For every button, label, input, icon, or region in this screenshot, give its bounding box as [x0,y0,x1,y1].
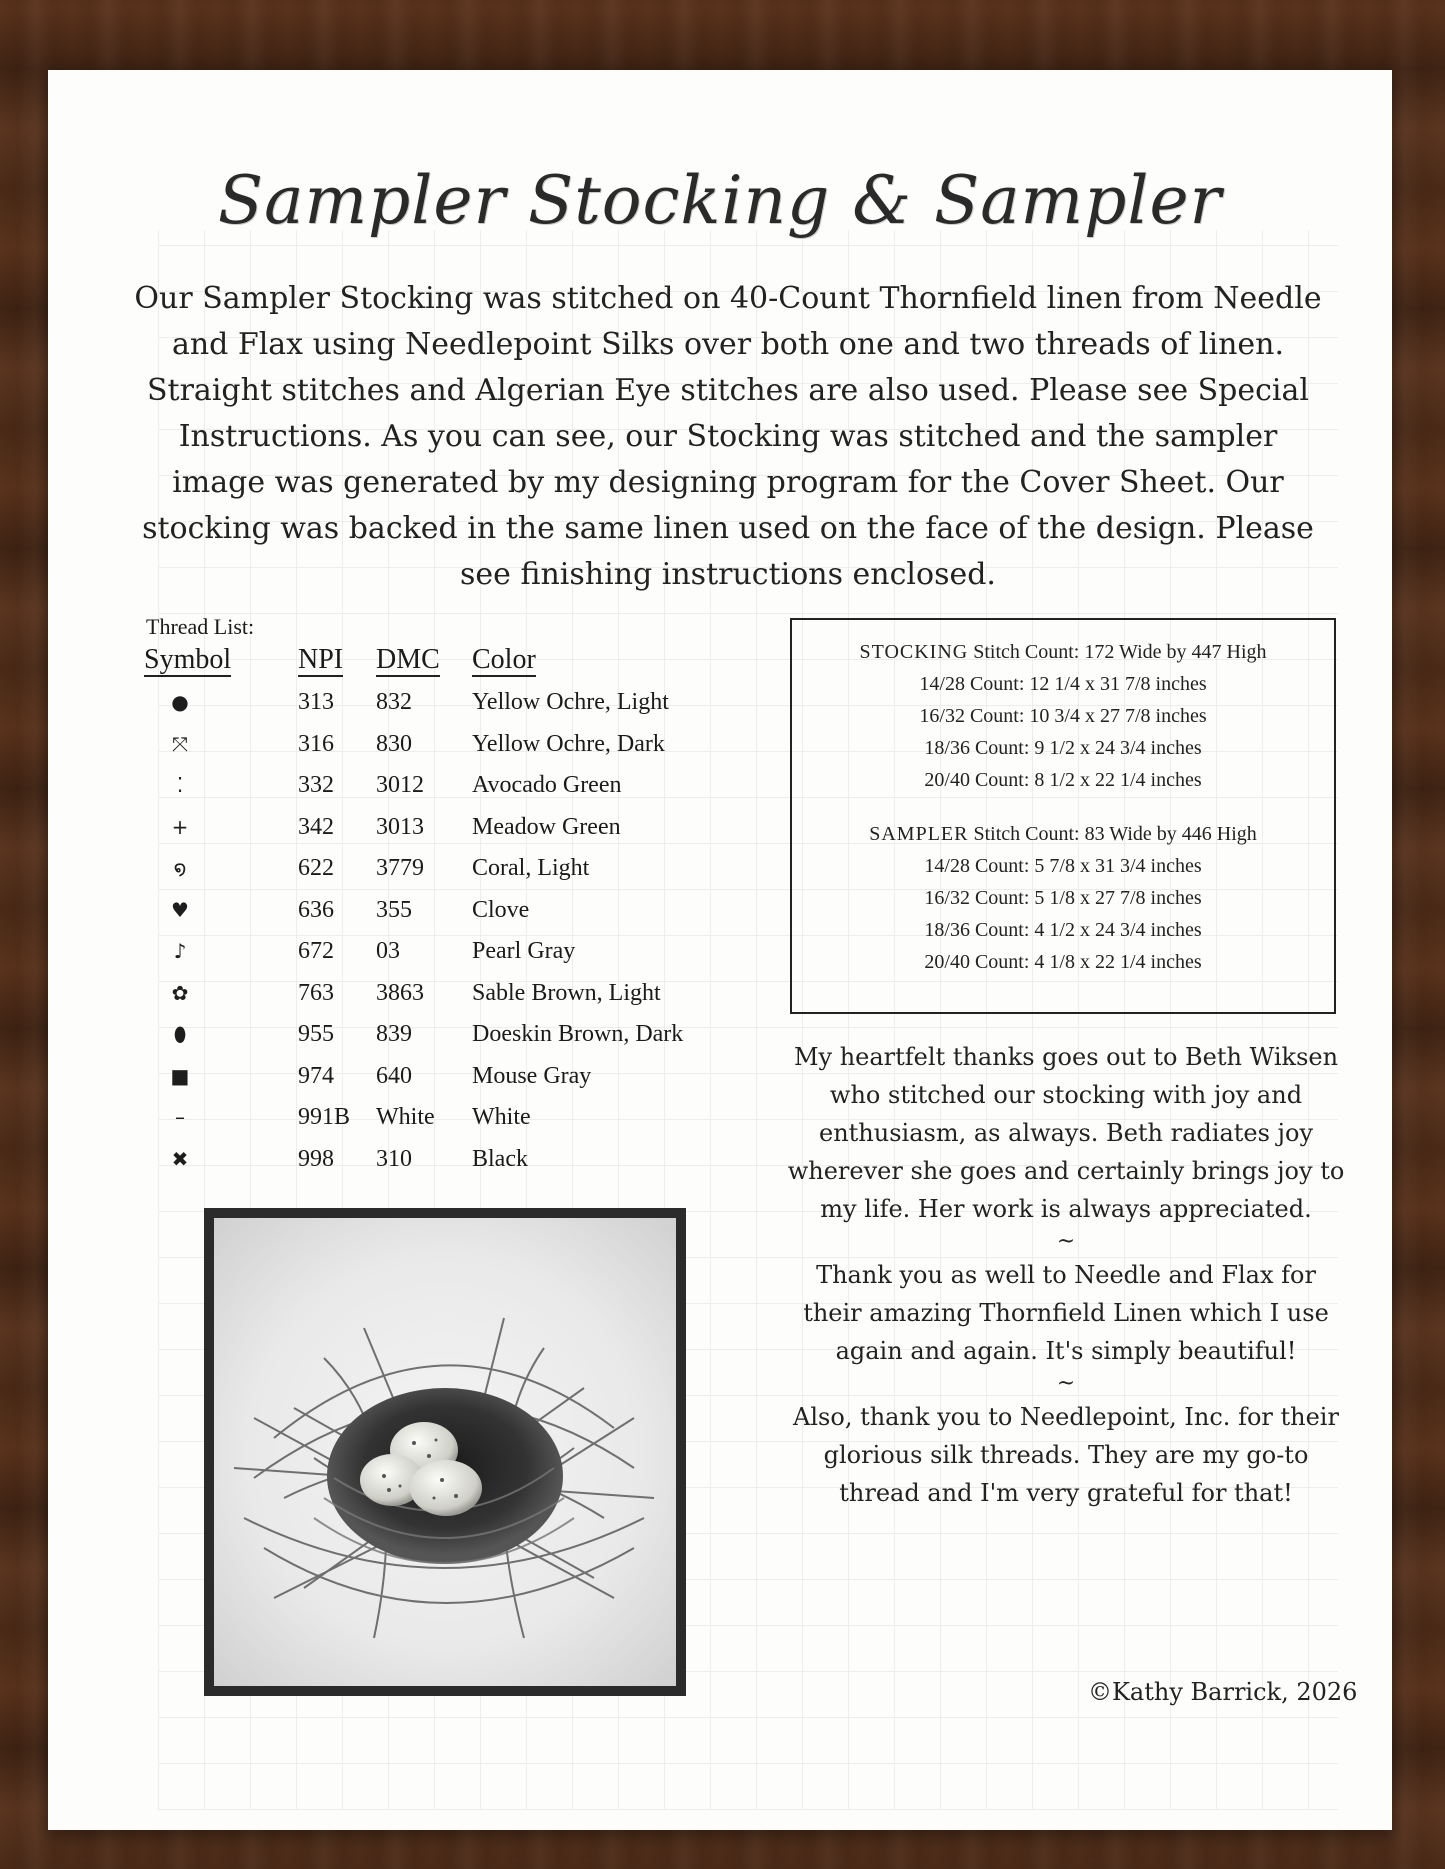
sampler-count-line: 20/40 Count: 4 1/8 x 22 1/4 inches [924,951,1202,973]
dmc-cell: 310 [376,1145,412,1172]
npi-cell: 991B [298,1104,351,1131]
dmc-cell: White [376,1104,435,1131]
table-row [144,682,824,724]
x-mark-symbol-icon: ✖ [171,1146,189,1171]
circle-symbol-icon: ● [171,690,189,715]
col-header-color: Color [472,644,536,675]
color-cell: Mouse Gray [472,1062,592,1089]
table-row [144,1056,824,1098]
thanks-paragraph: Thank you as well to Needle and Flax for their amazing Thornfield Linen which I use again and again. It's simply beautiful! [803,1261,1329,1365]
npi-cell: 998 [298,1145,334,1172]
npi-cell: 763 [298,979,334,1006]
color-cell: Black [472,1145,528,1172]
color-cell: White [472,1104,531,1131]
color-cell: Yellow Ochre, Dark [472,730,665,757]
npi-cell: 332 [298,772,334,799]
table-row [144,1097,824,1139]
col-header-npi: NPI [298,644,344,675]
tilde-separator: ~ [1056,1229,1076,1254]
col-header-symbol: Symbol [144,644,232,675]
table-row [144,890,824,932]
thread-list-heading: Thread List: [146,614,255,639]
table-row [144,807,824,849]
color-cell: Avocado Green [472,772,622,799]
table-row [144,848,824,890]
npi-cell: 636 [298,896,334,923]
hook-symbol-icon: ♪ [173,939,187,964]
swirl-symbol-icon: ໑ [173,856,187,881]
stocking-count-summary [792,636,1334,668]
npi-cell: 622 [298,855,334,882]
table-row [144,931,824,973]
npi-cell: 974 [298,1062,334,1089]
dmc-cell: 3779 [376,855,424,882]
stocking-count-line: 16/32 Count: 10 3/4 x 27 7/8 inches [919,705,1207,727]
page-title: Sampler Stocking & Sampler [217,162,1223,239]
nest-drawing [214,1218,676,1686]
dmc-cell: 3012 [376,772,424,799]
cross-arrows-symbol-icon: ⤧ [172,731,188,756]
dmc-cell: 640 [376,1062,412,1089]
egg-icon [410,1460,482,1516]
stocking-count-line: 18/36 Count: 9 1/2 x 24 3/4 inches [924,737,1202,759]
table-row [144,1014,824,1056]
color-cell: Clove [472,896,530,923]
intro-paragraph: Our Sampler Stocking was stitched on 40-Count Thornfield linen from Needle and Flax using Needlepoint Silks over both one and two threads of linen. Straight stitches and Algerian Eye stitches are also used. Please see Special Instructions. As you can see, our Stocking was stitched and the sampler image was generated by my designing program for the Cover Sheet. Our stocking was backed in the same linen used on the face of the design. Please see finishing instructions enclosed. [134,281,1322,592]
npi-cell: 342 [298,813,334,840]
stocking-summary: Stitch Count: 172 Wide by 447 High [973,641,1267,663]
color-cell: Coral, Light [472,855,590,882]
sampler-counts [792,818,1334,978]
capsule-symbol-icon: ⬮ [173,1022,187,1047]
thread-table-header-row [144,644,824,682]
sampler-count-line: 16/32 Count: 5 1/8 x 27 7/8 inches [924,887,1202,909]
color-cell: Pearl Gray [472,938,576,965]
flower-symbol-icon: ✿ [171,980,189,1005]
pattern-sheet [48,70,1392,1830]
stitch-count-box [790,618,1336,1014]
dmc-cell: 355 [376,896,412,923]
tilde-separator: ~ [1056,1371,1076,1396]
table-row [144,724,824,766]
dmc-cell: 3863 [376,979,424,1006]
stocking-counts [792,636,1334,796]
sampler-label: SAMPLER [869,823,969,845]
color-cell: Doeskin Brown, Dark [472,1021,684,1048]
dmc-cell: 3013 [376,813,424,840]
npi-cell: 313 [298,689,334,716]
col-header-dmc: DMC [376,644,440,675]
color-cell: Meadow Green [472,813,621,840]
color-cell: Sable Brown, Light [472,979,661,1006]
table-row [144,1139,824,1181]
bird-nest-illustration [204,1208,686,1696]
table-row [144,973,824,1015]
sampler-summary: Stitch Count: 83 Wide by 446 High [973,823,1257,845]
square-symbol-icon: ■ [170,1063,190,1088]
stocking-count-line: 14/28 Count: 12 1/4 x 31 7/8 inches [919,673,1207,695]
sampler-count-line: 14/28 Count: 5 7/8 x 31 3/4 inches [924,855,1202,877]
dmc-cell: 839 [376,1021,412,1048]
npi-cell: 316 [298,730,334,757]
dmc-cell: 830 [376,730,412,757]
stocking-label: STOCKING [859,641,969,663]
sampler-count-summary [792,818,1334,850]
sampler-count-line: 18/36 Count: 4 1/2 x 24 3/4 inches [924,919,1202,941]
table-row [144,765,824,807]
acknowledgements [786,1038,1346,1512]
thread-list-table [144,644,824,1180]
copyright-notice: ©Kathy Barrick, 2026 [1088,1678,1358,1706]
dmc-cell: 03 [376,938,400,965]
npi-cell: 672 [298,938,334,965]
colon-symbol-icon: ⁚ [176,773,184,798]
dash-symbol-icon: – [175,1105,185,1130]
stocking-count-line: 20/40 Count: 8 1/2 x 22 1/4 inches [924,769,1202,791]
thanks-paragraph: My heartfelt thanks goes out to Beth Wiksen who stitched our stocking with joy and enthusiasm, as always. Beth radiates joy wherever she goes and certainly brings joy to my life. Her work is always appreciated. [787,1043,1345,1223]
plus-symbol-icon: + [171,814,189,839]
dmc-cell: 832 [376,689,412,716]
nest-picture [214,1218,676,1686]
color-cell: Yellow Ochre, Light [472,689,669,716]
heart-symbol-icon: ♥ [171,897,189,922]
thanks-paragraph: Also, thank you to Needlepoint, Inc. for their glorious silk threads. They are my go-to thread and I'm very grateful for that! [793,1403,1339,1507]
npi-cell: 955 [298,1021,334,1048]
